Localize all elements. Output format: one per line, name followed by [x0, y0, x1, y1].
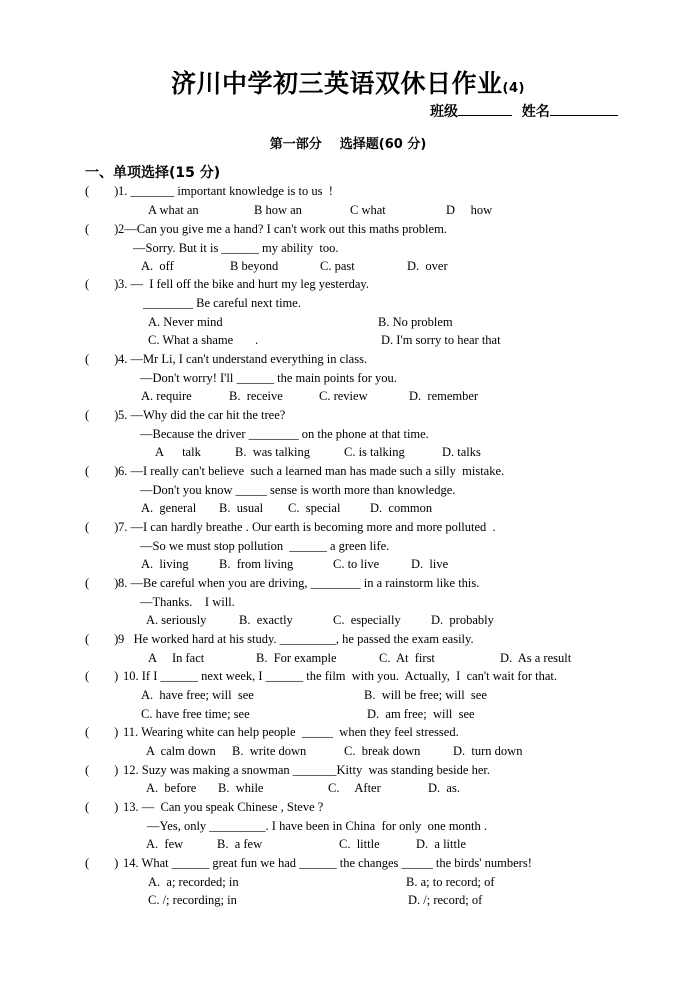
- question-text: . —Mr Li, I can't understand everything in class.: [124, 352, 368, 366]
- question-number: 12: [123, 763, 136, 777]
- answer-option[interactable]: D. probably: [431, 613, 494, 627]
- answer-bracket[interactable]: ( ): [85, 856, 119, 870]
- answer-bracket[interactable]: ( ): [85, 725, 119, 739]
- answer-option[interactable]: C. /; recording; in: [148, 893, 237, 907]
- question-number: 4: [118, 352, 125, 366]
- title-number: (4): [502, 81, 525, 96]
- question-number: 5: [118, 408, 125, 422]
- answer-bracket[interactable]: ( ): [85, 669, 119, 683]
- question-stem: [118, 463, 504, 479]
- answer-option[interactable]: A what an: [148, 203, 199, 217]
- question-number: 3: [118, 277, 125, 291]
- document-title: [0, 64, 696, 100]
- answer-option[interactable]: C. especially: [333, 613, 401, 627]
- answer-option[interactable]: C. is talking: [344, 445, 405, 459]
- question-dialogue-line: ________ Be careful next time.: [143, 296, 301, 310]
- answer-option[interactable]: C. special: [288, 501, 341, 515]
- question-stem: [118, 351, 367, 367]
- answer-option[interactable]: D. over: [407, 259, 448, 273]
- section-heading: 一、单项选择(15 分): [85, 165, 221, 181]
- question-dialogue-line: —Because the driver ________ on the phone at that time.: [140, 427, 429, 441]
- answer-option[interactable]: A calm down: [146, 744, 216, 758]
- question-number: 7: [118, 520, 125, 534]
- question-stem: [118, 407, 285, 423]
- question-stem: [118, 519, 496, 535]
- answer-option[interactable]: A. have free; will see: [141, 688, 254, 702]
- answer-option[interactable]: B. receive: [229, 389, 283, 403]
- question-stem: [118, 575, 479, 591]
- question-text: . What ______ great fun we had ______ the changes _____ the birds' numbers!: [135, 856, 532, 870]
- answer-option[interactable]: B. was talking: [235, 445, 310, 459]
- question-number: 13: [123, 800, 136, 814]
- question-number: 6: [118, 464, 125, 478]
- question-stem: [118, 276, 369, 292]
- answer-bracket[interactable]: ( ): [85, 352, 119, 366]
- question-text: . Wearing white can help people _____ when they feel stressed.: [135, 725, 459, 739]
- answer-option[interactable]: D. talks: [442, 445, 481, 459]
- answer-option[interactable]: C. past: [320, 259, 355, 273]
- question-number: 11: [123, 725, 136, 739]
- answer-option[interactable]: B. write down: [232, 744, 307, 758]
- question-number: 14: [123, 856, 136, 870]
- name-blank[interactable]: [550, 102, 618, 116]
- question-text: . —I can hardly breathe . Our earth is becoming more and more polluted .: [124, 520, 496, 534]
- question-number: 2: [118, 222, 125, 236]
- question-stem: [123, 799, 323, 815]
- answer-bracket[interactable]: ( ): [85, 277, 119, 291]
- question-text: . _______ important knowledge is to us !: [124, 184, 333, 198]
- answer-option[interactable]: B. from living: [219, 557, 294, 571]
- answer-option[interactable]: A. before: [146, 781, 197, 795]
- answer-bracket[interactable]: ( ): [85, 184, 119, 198]
- answer-bracket[interactable]: ( ): [85, 576, 119, 590]
- answer-option[interactable]: B. a few: [217, 837, 263, 851]
- question-stem: [118, 631, 474, 647]
- question-stem: [123, 668, 557, 684]
- question-dialogue-line: —Thanks. I will.: [140, 595, 235, 609]
- answer-option[interactable]: A. few: [146, 837, 184, 851]
- answer-option[interactable]: B. exactly: [239, 613, 293, 627]
- answer-option[interactable]: D. common: [370, 501, 433, 515]
- answer-option[interactable]: C. What a shame .: [148, 333, 259, 347]
- question-text: . —Be careful when you are driving, ________ in a rainstorm like this.: [124, 576, 480, 590]
- answer-option[interactable]: C. After: [328, 781, 381, 795]
- answer-bracket[interactable]: ( ): [85, 464, 119, 478]
- answer-option[interactable]: B. a; to record; of: [406, 875, 495, 889]
- question-number: 9: [118, 632, 125, 646]
- class-label: 班级: [430, 104, 458, 120]
- answer-option[interactable]: D. /; record; of: [408, 893, 483, 907]
- answer-option[interactable]: D. As a result: [500, 651, 572, 665]
- answer-option[interactable]: C. little: [339, 837, 380, 851]
- answer-option[interactable]: D. a little: [416, 837, 466, 851]
- part-heading: 第一部分 选择题(60 分): [269, 137, 427, 152]
- answer-option[interactable]: A In fact: [148, 651, 205, 665]
- answer-option[interactable]: D. remember: [409, 389, 479, 403]
- class-blank[interactable]: [458, 102, 512, 116]
- answer-option[interactable]: B. For example: [256, 651, 337, 665]
- title-text: 济川中学初三英语双休日作业: [171, 69, 503, 98]
- question-text: . —Why did the car hit the tree?: [124, 408, 286, 422]
- answer-option[interactable]: D. turn down: [453, 744, 523, 758]
- answer-option[interactable]: A. Never mind: [148, 315, 223, 329]
- question-text: . If I ______ next week, I ______ the film with you. Actually, I can't wait for that.: [135, 669, 557, 683]
- question-text: . — Can you speak Chinese , Steve ?: [135, 800, 324, 814]
- question-text: . Suzy was making a snowman _______Kitty was standing beside her.: [135, 763, 490, 777]
- answer-option[interactable]: A. seriously: [146, 613, 207, 627]
- question-text: . — I fell off the bike and hurt my leg yesterday.: [124, 277, 369, 291]
- answer-option[interactable]: C what: [350, 203, 386, 217]
- student-info: [430, 101, 618, 121]
- question-stem: [123, 855, 532, 871]
- answer-bracket[interactable]: ( ): [85, 222, 119, 236]
- answer-option[interactable]: C. to live: [333, 557, 380, 571]
- answer-bracket[interactable]: ( ): [85, 632, 119, 646]
- name-label: 姓名: [521, 104, 550, 120]
- question-dialogue-line: —So we must stop pollution ______ a green life.: [140, 539, 390, 553]
- answer-option[interactable]: D. am free; will see: [367, 707, 475, 721]
- question-stem: [118, 221, 447, 237]
- answer-option[interactable]: B. No problem: [378, 315, 453, 329]
- question-stem: [123, 724, 459, 740]
- answer-option[interactable]: C. review: [319, 389, 368, 403]
- answer-option[interactable]: B. while: [218, 781, 264, 795]
- answer-option[interactable]: A. off: [141, 259, 174, 273]
- question-text: . —I really can't believe such a learned man has made such a silly mistake.: [124, 464, 505, 478]
- question-text: —Can you give me a hand? I can't work out this maths problem.: [124, 222, 447, 236]
- question-dialogue-line: —Yes, only _________. I have been in China for only one month .: [147, 819, 488, 833]
- answer-option[interactable]: A. living: [141, 557, 189, 571]
- answer-option[interactable]: B how an: [254, 203, 302, 217]
- answer-bracket[interactable]: ( ): [85, 408, 119, 422]
- answer-bracket[interactable]: ( ): [85, 763, 119, 777]
- answer-option[interactable]: B. usual: [219, 501, 264, 515]
- answer-option[interactable]: B. will be free; will see: [364, 688, 487, 702]
- question-dialogue-line: —Sorry. But it is ______ my ability too.: [133, 241, 339, 255]
- question-number: 10: [123, 669, 136, 683]
- answer-option[interactable]: A. a; recorded; in: [148, 875, 239, 889]
- answer-bracket[interactable]: ( ): [85, 520, 119, 534]
- answer-option[interactable]: D. live: [411, 557, 449, 571]
- answer-option[interactable]: C. have free time; see: [141, 707, 250, 721]
- answer-option[interactable]: D. I'm sorry to hear that: [381, 333, 501, 347]
- answer-option[interactable]: B beyond: [230, 259, 279, 273]
- answer-option[interactable]: C. At first: [379, 651, 435, 665]
- answer-bracket[interactable]: ( ): [85, 800, 119, 814]
- answer-option[interactable]: A talk: [155, 445, 201, 459]
- answer-option[interactable]: C. break down: [344, 744, 421, 758]
- answer-option[interactable]: D. as.: [428, 781, 460, 795]
- answer-option[interactable]: A. require: [141, 389, 192, 403]
- question-text: He worked hard at his study. _________, he passed the exam easily.: [124, 632, 474, 646]
- question-number: 1: [118, 184, 125, 198]
- question-stem: [118, 183, 333, 199]
- question-stem: [123, 762, 490, 778]
- question-dialogue-line: —Don't worry! I'll ______ the main points for you.: [140, 371, 397, 385]
- question-number: 8: [118, 576, 125, 590]
- answer-option[interactable]: D how: [446, 203, 493, 217]
- question-dialogue-line: —Don't you know _____ sense is worth more than knowledge.: [140, 483, 456, 497]
- answer-option[interactable]: A. general: [141, 501, 197, 515]
